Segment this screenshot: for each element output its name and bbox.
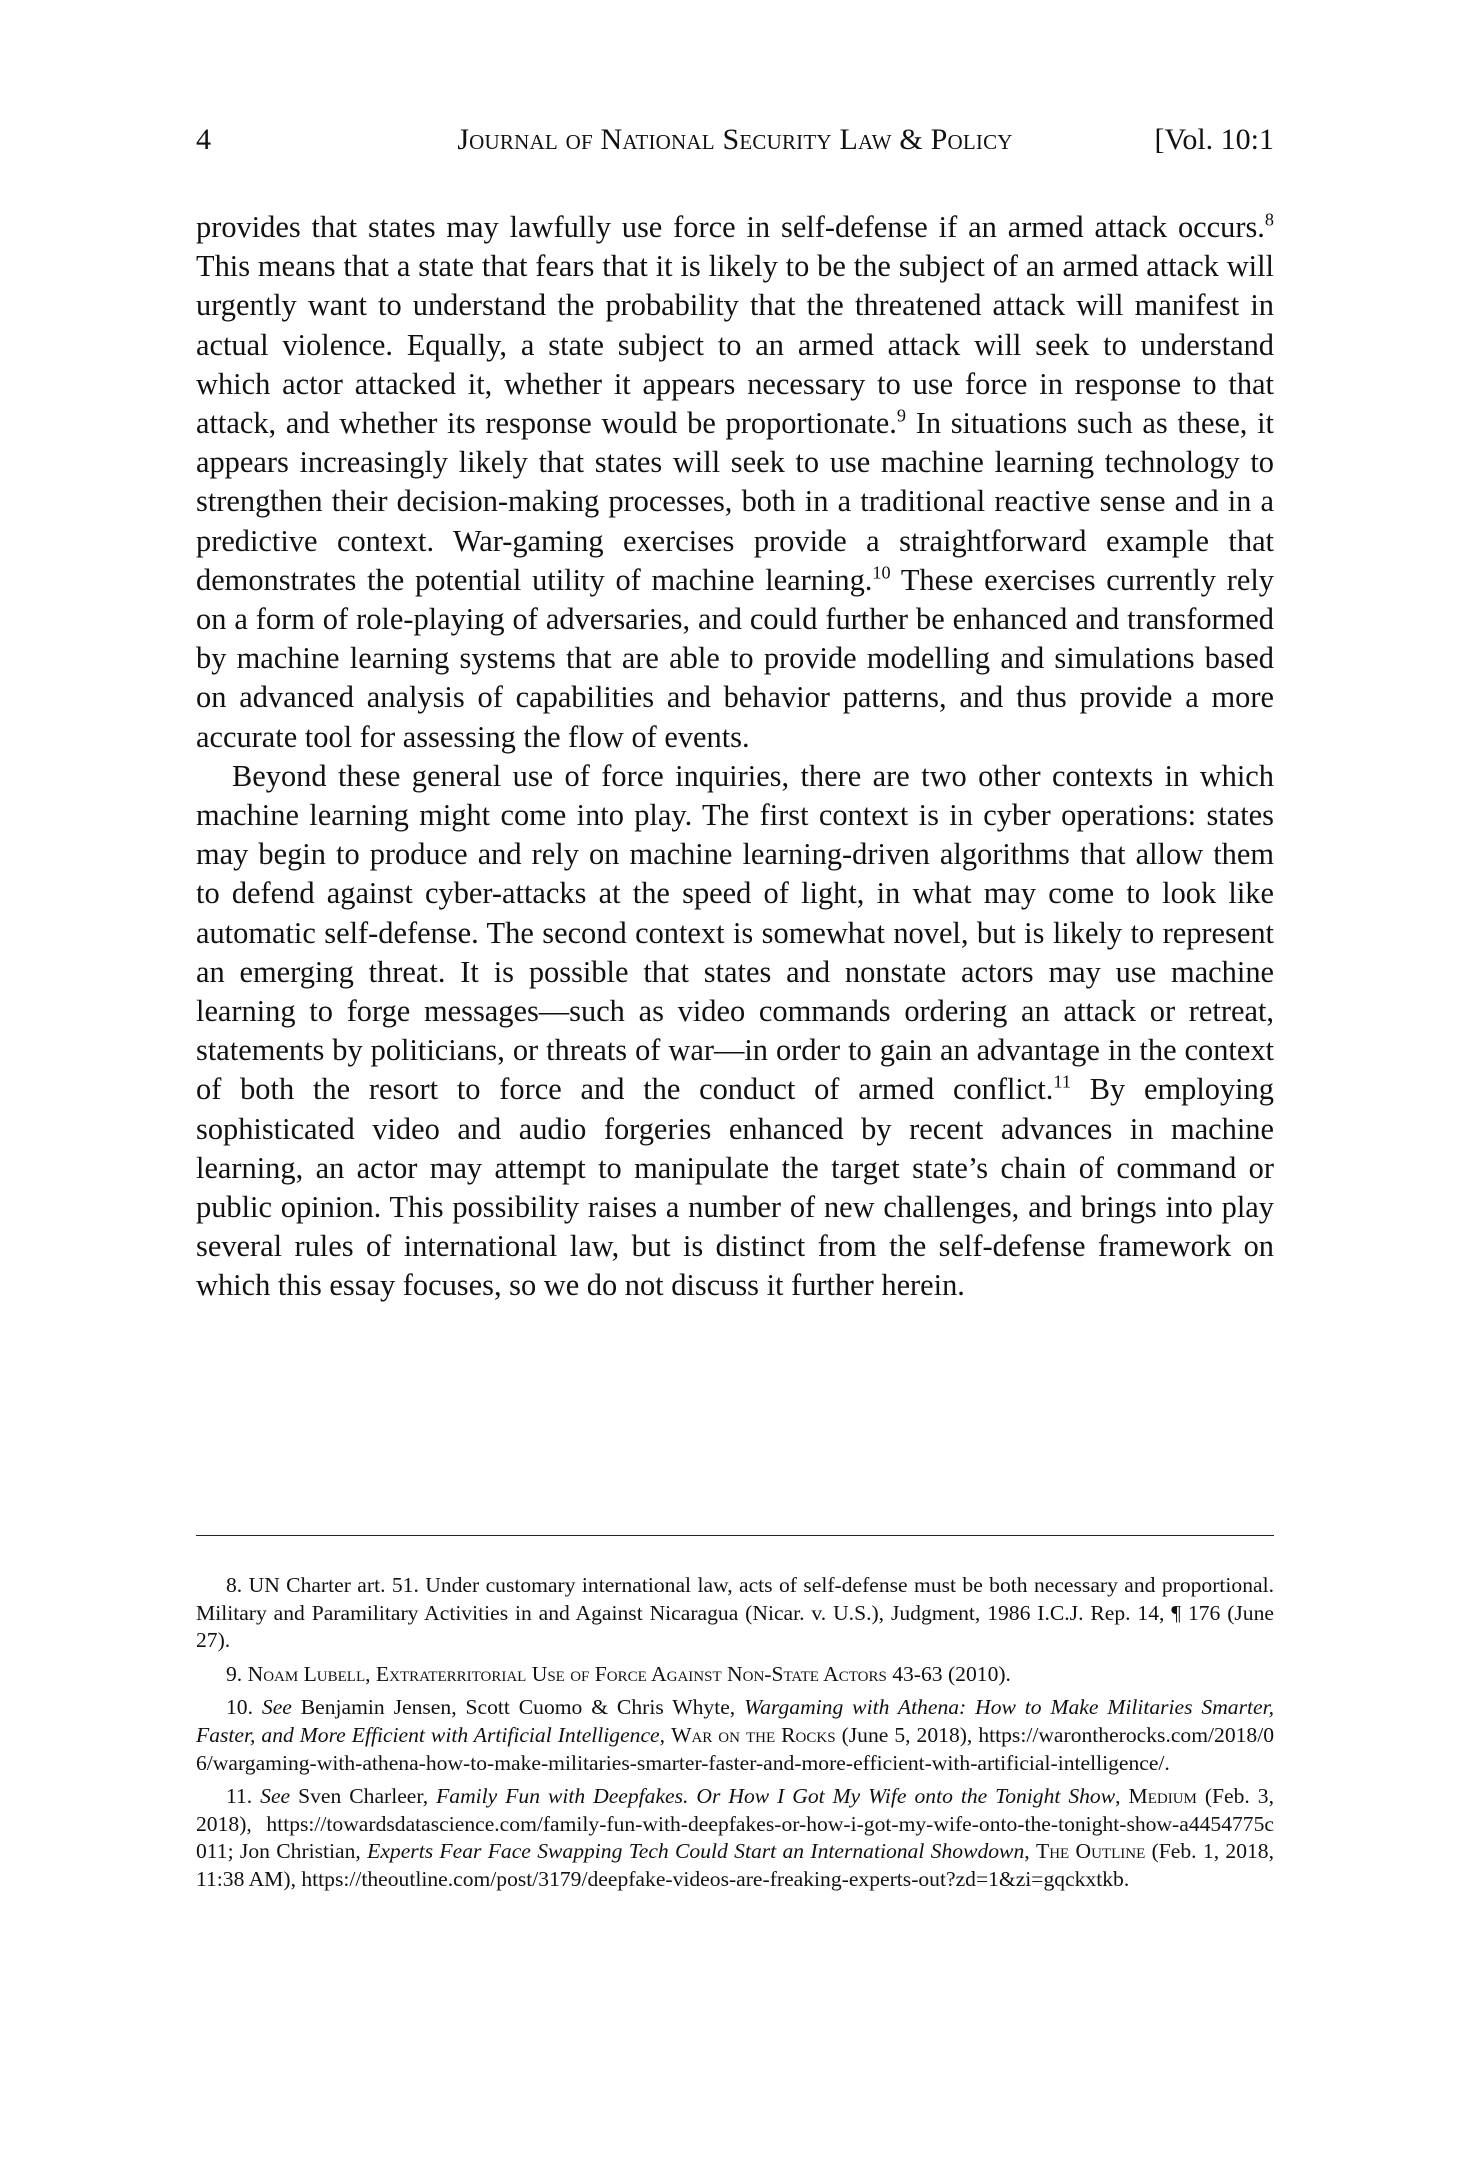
footnote-date: (Feb. 3, 2018), xyxy=(196,1784,1274,1836)
footnote-author: Sven Charleer, xyxy=(290,1784,437,1809)
paragraph-1 xyxy=(196,208,1274,757)
footnote-author: Noam Lubell xyxy=(247,1661,366,1686)
paragraph-1-sentence-3: In situations such as these, it appears increasingly likely that states will seek to use machine learning technology to strengthen their decision-making processes, both in a traditional reactive sense and in a predictive context. War-gaming exercises provide a straightforward example that demonstrates the potential utility of machine learning. xyxy=(196,406,1274,597)
footnote-pages: 43-63 (2010). xyxy=(886,1661,1011,1686)
footnote-text: UN Charter art. 51. Under customary international law, acts of self-defense must be both necessary and proportional. Military and Paramilitary Activities in and Against Nicaragua (Nicar. v. U.S.), Judgment, 1986 I.C.J. Rep. 14, ¶ 176 (June 27). xyxy=(196,1573,1274,1653)
footnote-url[interactable]: https://towardsdatascience.com/family-fun-with-deepfakes-or-how-i-got-my-wife-onto-the-tonight-show-a4454775c011 xyxy=(196,1811,1274,1864)
footnote-number: 11. xyxy=(226,1784,253,1809)
footnote-book-title: Extraterritorial Use of Force Against Non-State Actors xyxy=(375,1661,887,1686)
footnote-divider xyxy=(196,1535,1274,1536)
journal-title: Journal of National Security Law & Policy xyxy=(457,123,1013,156)
footnote-10 xyxy=(196,1694,1274,1777)
main-text xyxy=(196,208,1274,1306)
footnote-number: 8. xyxy=(226,1573,243,1597)
footnote-signal: See xyxy=(261,1695,292,1720)
paragraph-1-sentence-2: This means that a state that fears that it is likely to be the subject of an armed attack will urgently want to understand the probability that the threatened attack will manifest in actual violence. Equally, a state subject to an armed attack will seek to understand which actor attacked it, whether it appears necessary to use force in response to that attack, and whether its response would be proportionate. xyxy=(196,249,1274,441)
footnote-ref-10: 10 xyxy=(872,562,891,583)
footnote-authors: Benjamin Jensen, Scott Cuomo & Chris Whyte, xyxy=(291,1695,745,1720)
footnote-separator: , xyxy=(1024,1839,1036,1864)
footnote-source: War on the Rocks xyxy=(671,1722,836,1747)
footnote-url[interactable]: https://warontherocks.com/2018/06/wargaming-with-athena-how-to-make-militaries-smarter-faster-and-more-efficient-with-artificial-intelligence/. xyxy=(196,1722,1275,1775)
footnote-source: The Outline xyxy=(1036,1839,1146,1864)
footnote-separator: , xyxy=(365,1661,376,1686)
footnote-author: ; Jon Christian, xyxy=(227,1839,368,1864)
footnote-9 xyxy=(196,1661,1274,1689)
footnotes xyxy=(196,1572,1274,1900)
footnote-url[interactable]: https://theoutline.com/post/3179/deepfake-videos-are-freaking-experts-out?zd=1&zi=gqckxtkb. xyxy=(301,1866,1130,1891)
footnote-number: 9. xyxy=(226,1661,243,1686)
footnote-signal: See xyxy=(260,1784,291,1809)
page-number: 4 xyxy=(196,123,211,156)
footnote-date: (June 5, 2018), xyxy=(835,1722,979,1747)
footnote-8 xyxy=(196,1572,1274,1655)
footnote-date: (Feb. 1, 2018, 11:38 AM), xyxy=(196,1839,1275,1891)
paragraph-2-sentence-1: Beyond these general use of force inquiries, there are two other contexts in which machine learning might come into play. The first context is in cyber operations: states may begin to produce and rely on machine learning-driven algorithms that allow them to defend against cyber-attacks at the speed of light, in what may come to look like automatic self-defense. The second context is somewhat novel, but is likely to represent an emerging threat. It is possible that states and nonstate actors may use machine learning to forge messages—such as video commands ordering an attack or retreat, statements by politicians, or threats of war—in order to gain an advantage in the context of both the resort to force and the conduct of armed conflict. xyxy=(196,758,1274,1107)
footnote-source: Medium xyxy=(1128,1784,1197,1809)
footnote-11 xyxy=(196,1783,1274,1893)
paragraph-2 xyxy=(196,757,1274,1306)
volume-label: [Vol. 10:1 xyxy=(1154,123,1274,156)
footnote-article-title: Wargaming with Athena: How to Make Militaries Smarter, Faster, and More Efficient with Artificial Intelligence xyxy=(196,1695,1274,1747)
footnote-article-title: Experts Fear Face Swapping Tech Could Start an International Showdown xyxy=(367,1839,1025,1864)
footnote-article-title: Family Fun with Deepfakes. Or How I Got My Wife onto the Tonight Show xyxy=(436,1784,1116,1809)
footnote-ref-8: 8 xyxy=(1264,209,1274,230)
footnote-ref-9: 9 xyxy=(896,405,906,426)
running-header xyxy=(196,118,1274,162)
footnote-ref-11: 11 xyxy=(1053,1072,1071,1093)
paragraph-1-sentence-1: provides that states may lawfully use force in self-defense if an armed attack occurs. xyxy=(196,210,1265,244)
paragraph-2-sentence-2: By employing sophisticated video and audio forgeries enhanced by recent advances in machine learning, an actor may attempt to manipulate the target state’s chain of command or public opinion. This possibility raises a number of new challenges, and brings into play several rules of international law, but is distinct from the self-defense framework on which this essay focuses, so we do not discuss it further herein. xyxy=(196,1072,1275,1303)
paragraph-1-sentence-4: These exercises currently rely on a form of role-playing of adversaries, and could further be enhanced and transformed by machine learning systems that are able to provide modelling and simulations based on advanced analysis of capabilities and behavior patterns, and thus provide a more accurate tool for assessing the flow of events. xyxy=(196,562,1274,754)
footnote-number: 10. xyxy=(226,1695,253,1720)
footnote-separator: , xyxy=(659,1722,672,1747)
footnote-separator: , xyxy=(1115,1784,1129,1809)
